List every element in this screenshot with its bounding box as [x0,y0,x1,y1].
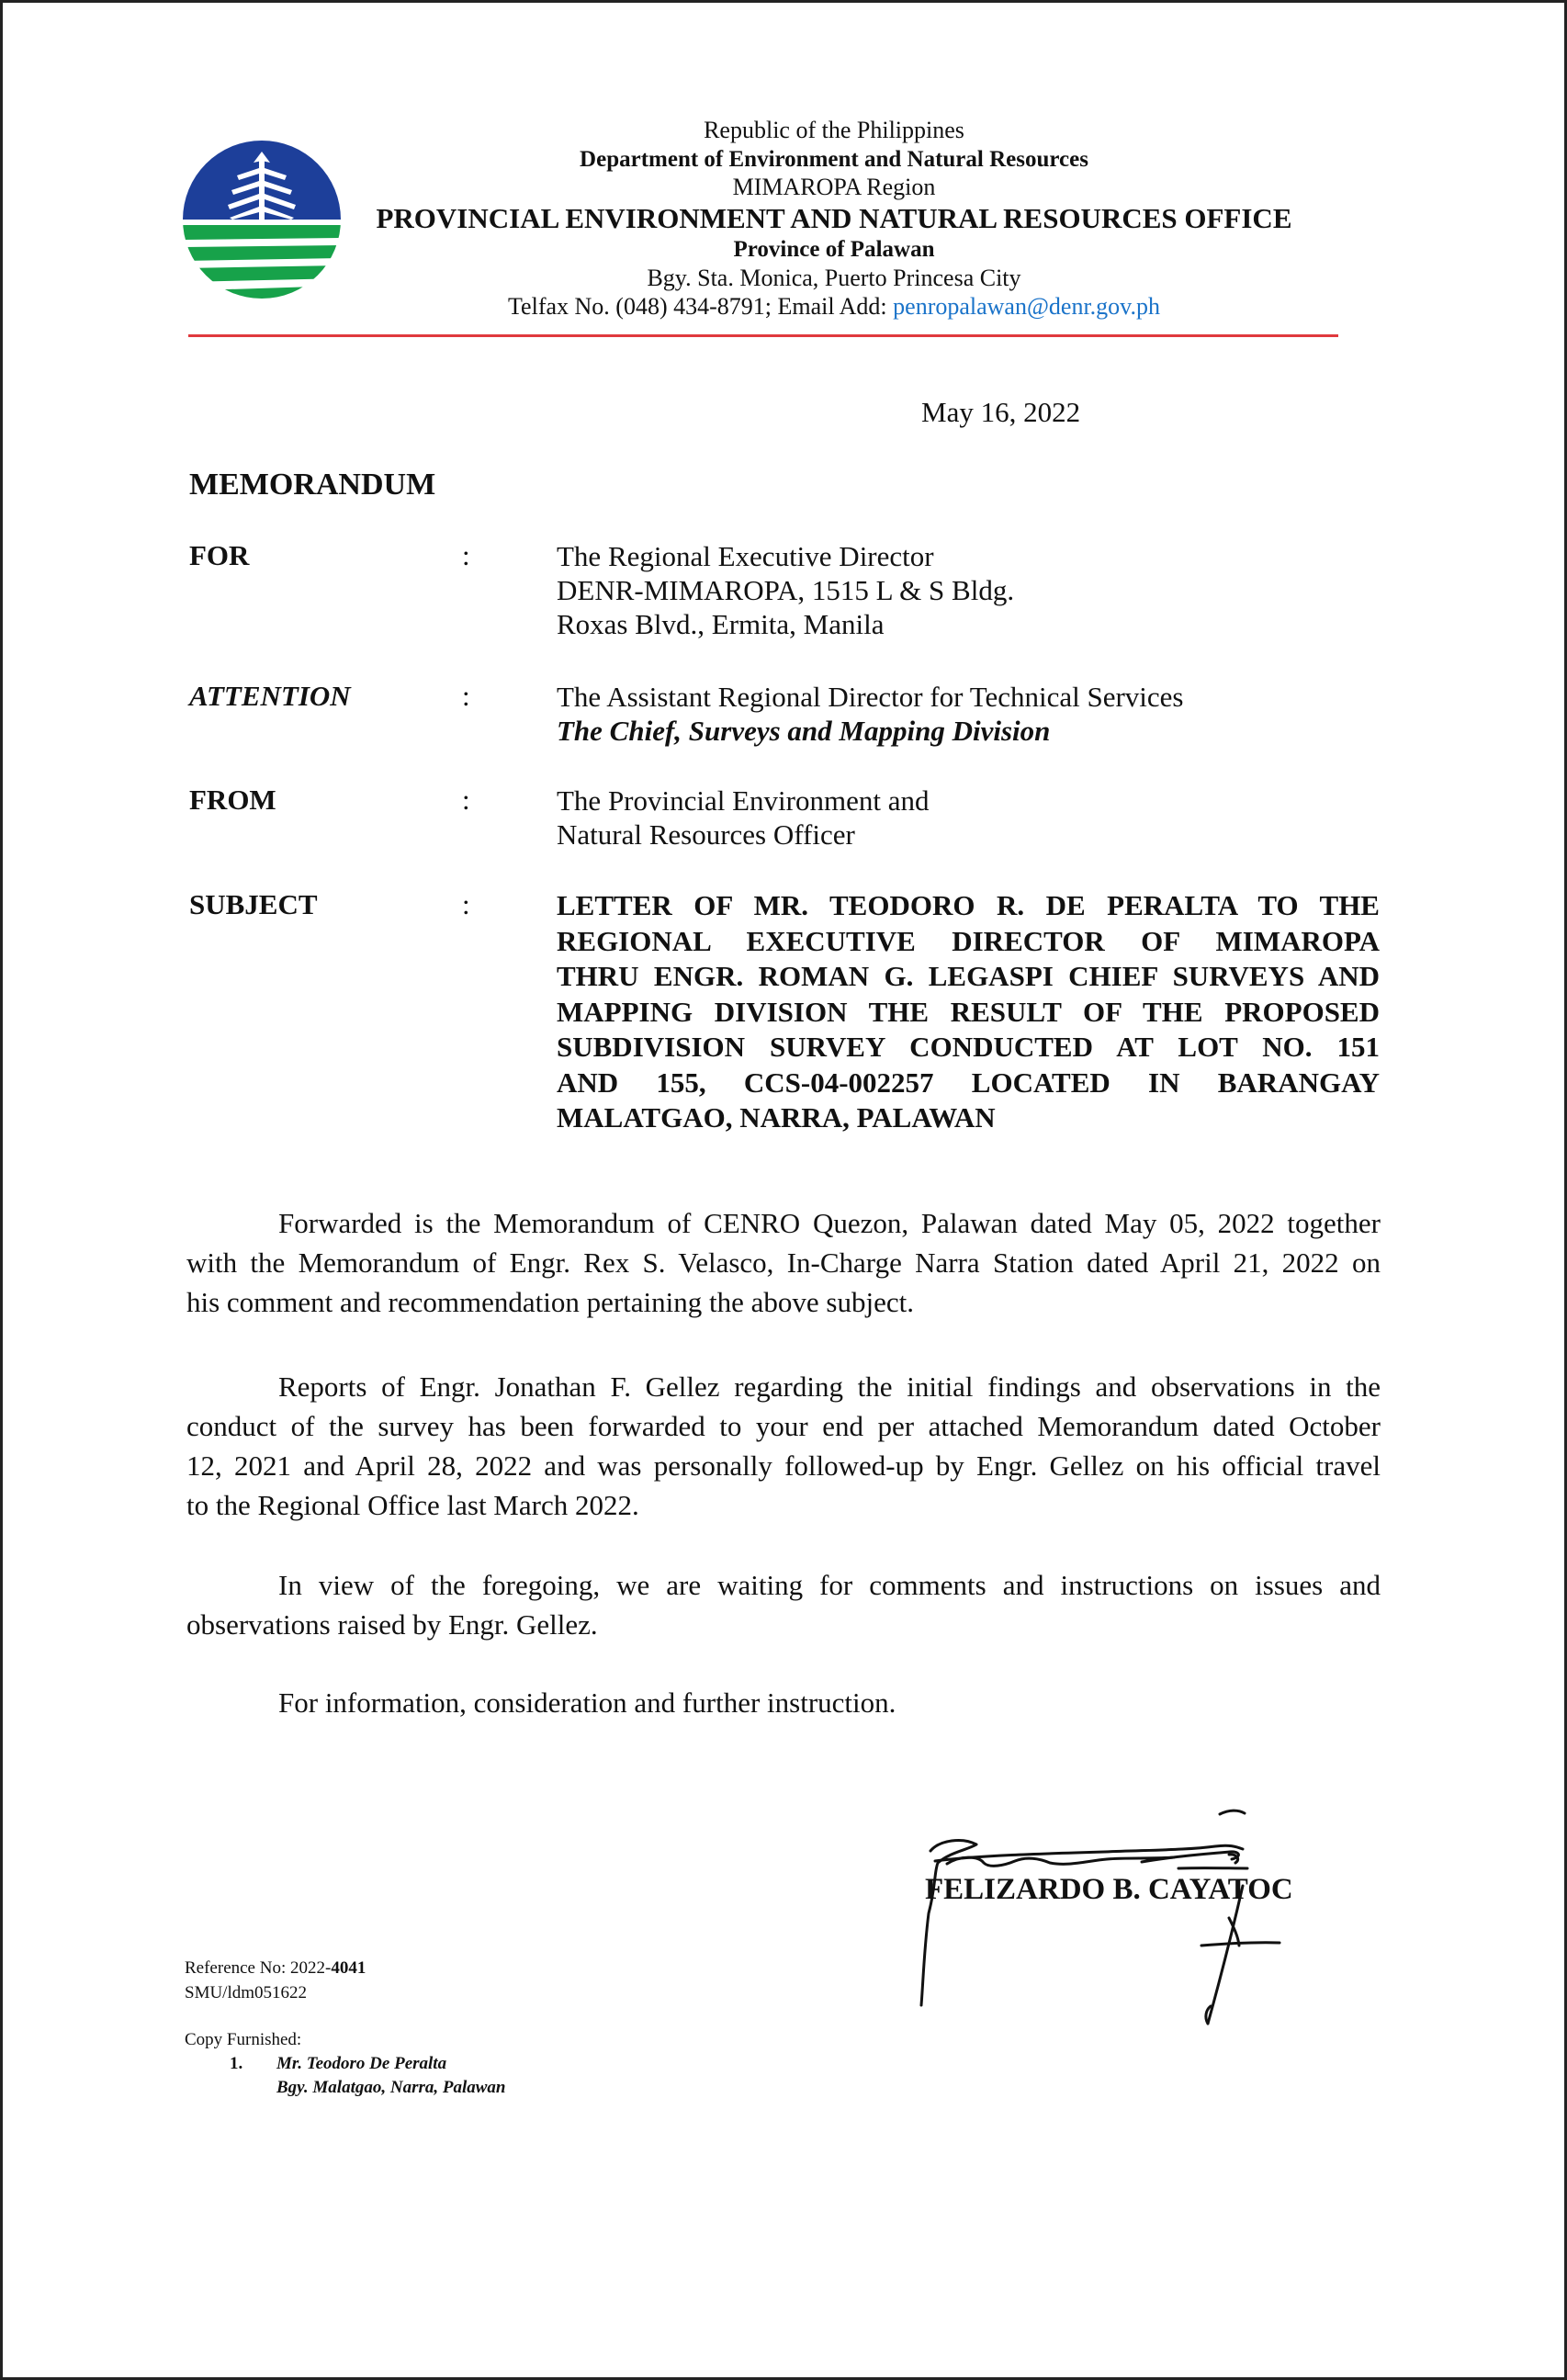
header-office: PROVINCIAL ENVIRONMENT AND NATURAL RESOURCES OFFICE [376,202,1292,234]
subject-value [557,888,1380,1136]
header-divider [188,334,1338,337]
from-label: FROM [189,784,276,816]
reference-number-bold: 4041 [331,1958,366,1978]
copy-furnished-number: 1. [230,2054,243,2073]
header-department: Department of Environment and Natural Resources [580,147,1088,172]
paragraph-line: In view of the foregoing, we are waiting for comments and instructions on issues and [278,1569,1381,1601]
paragraph-line: 12, 2021 and April 28, 2022 and was personally followed-up by Engr. Gellez on his official travel [186,1449,1381,1482]
paragraph-line: to the Regional Office last March 2022. [186,1489,639,1521]
header-email-link[interactable]: penropalawan@denr.gov.ph [893,293,1160,320]
subject-label: SUBJECT [189,888,318,920]
subject-line: REGIONAL EXECUTIVE DIRECTOR OF MIMAROPA [557,924,1380,957]
header-contact [343,295,1325,319]
header-region: MIMAROPA Region [732,174,936,200]
attention-line-emphasis: The Chief, Surveys and Mapping Division [557,715,1051,747]
paragraph-line: his comment and recommendation pertaining the above subject. [186,1286,914,1318]
for-line: Roxas Blvd., Ermita, Manila [557,608,885,640]
denr-logo-icon [182,139,343,304]
subject-line: AND 155, CCS-04-002257 LOCATED IN BARANGAY [557,1066,1380,1099]
reference-code: SMU/ldm051622 [185,1983,308,2002]
header-telfax: Telfax No. (048) 434-8791; Email Add: [507,293,894,320]
for-label: FOR [189,539,250,571]
for-value [557,539,1014,641]
attention-line: The Assistant Regional Director for Technical Services [557,681,1184,713]
copy-furnished-name: Mr. Teodoro De Peralta [276,2054,447,2073]
reference-prefix: Reference No: 2022- [185,1958,332,1978]
paragraph-line: with the Memorandum of Engr. Rex S. Velasco, In-Charge Narra Station dated April 21, 2022 on [186,1246,1381,1279]
paragraph-line: For information, consideration and further instruction. [278,1686,896,1719]
for-colon: : [462,539,470,571]
attention-value [557,680,1184,748]
attention-colon: : [462,680,470,712]
memo-title: MEMORANDUM [189,468,436,502]
header-province: Province of Palawan [733,237,935,262]
subject-line: MAPPING DIVISION THE RESULT OF THE PROPOSED [557,995,1380,1028]
header-republic: Republic of the Philippines [704,117,964,143]
paragraph-line: Forwarded is the Memorandum of CENRO Quezon, Palawan dated May 05, 2022 together [278,1207,1381,1239]
subject-line: MALATGAO, NARRA, PALAWAN [557,1101,996,1134]
body-paragraph-2 [186,1367,1381,1525]
from-colon: : [462,784,470,816]
paragraph-line: Reports of Engr. Jonathan F. Gellez regarding the initial findings and observations in the [278,1370,1381,1403]
header-address: Bgy. Sta. Monica, Puerto Princesa City [647,265,1021,291]
attention-label: ATTENTION [189,680,351,712]
body-paragraph-4 [186,1683,1381,1722]
signatory-name: FELIZARDO B. CAYATOC [925,1873,1293,1906]
copy-furnished-address: Bgy. Malatgao, Narra, Palawan [276,2078,506,2097]
subject-line: SUBDIVISION SURVEY CONDUCTED AT LOT NO. 151 [557,1031,1380,1063]
memo-date: May 16, 2022 [921,396,1081,428]
for-line: The Regional Executive Director [557,540,934,572]
copy-furnished-label: Copy Furnished: [185,2030,302,2049]
for-line: DENR-MIMAROPA, 1515 L & S Bldg. [557,574,1015,606]
from-line: The Provincial Environment and [557,784,930,817]
from-line: Natural Resources Officer [557,818,855,851]
body-paragraph-3 [186,1565,1381,1644]
from-value [557,784,929,852]
subject-line: LETTER OF MR. TEODORO R. DE PERALTA TO THE [557,889,1380,921]
handwritten-signature-icon [912,1799,1353,2047]
paragraph-line: conduct of the survey has been forwarded to your end per attached Memorandum dated October [186,1410,1381,1442]
subject-line: THRU ENGR. ROMAN G. LEGASPI CHIEF SURVEYS AND [557,960,1380,992]
subject-colon: : [462,888,470,920]
paragraph-line: observations raised by Engr. Gellez. [186,1608,598,1641]
body-paragraph-1 [186,1203,1381,1322]
reference-number [185,1958,366,1979]
